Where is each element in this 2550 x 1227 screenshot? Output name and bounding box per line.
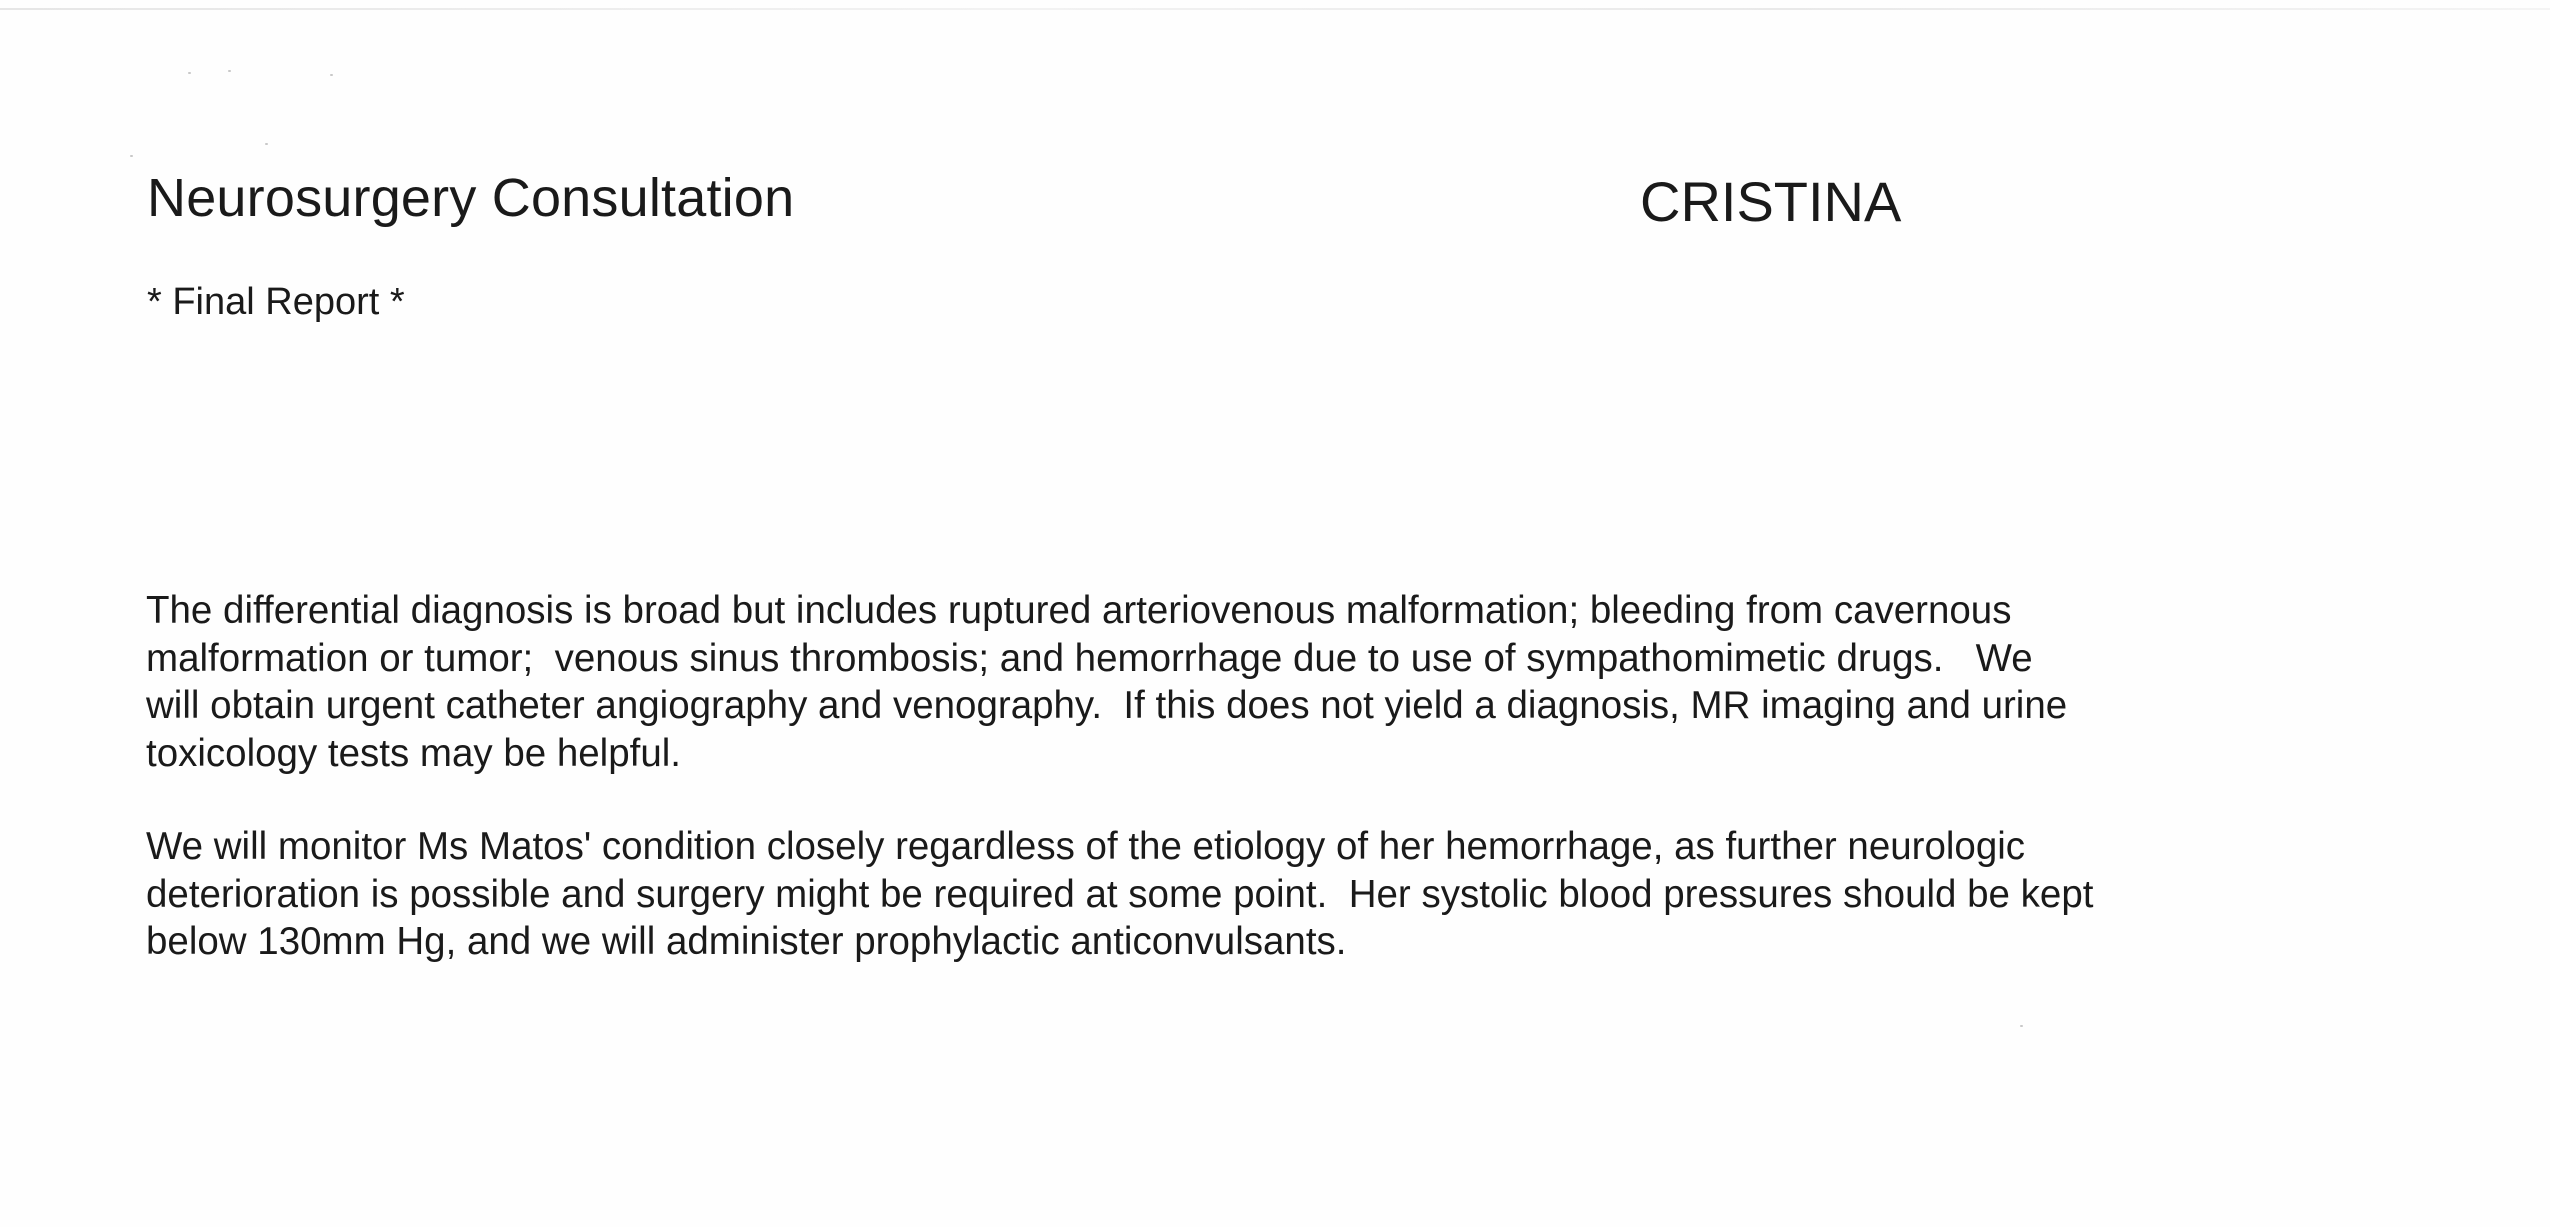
scan-speck (188, 72, 191, 74)
scan-speck (130, 155, 133, 157)
scan-speck (330, 74, 333, 76)
report-status: * Final Report * (147, 281, 405, 323)
report-title: Neurosurgery Consultation (147, 168, 795, 228)
paragraph-line: deterioration is possible and surgery might be required at some point. Her systolic blood pressures should be kept (146, 872, 2094, 916)
scan-top-edge (0, 8, 2550, 10)
paragraph-line: below 130mm Hg, and we will administer prophylactic anticonvulsants. (146, 920, 1347, 963)
scan-speck (2020, 1025, 2023, 1027)
paragraph-line: We will monitor Ms Matos' condition closely regardless of the etiology of her hemorrhage, as further neurologic (146, 825, 2026, 868)
paragraph-line: toxicology tests may be helpful. (146, 731, 681, 775)
patient-name: CRISTINA (1640, 170, 1902, 233)
paragraph-line: malformation or tumor; venous sinus thrombosis; and hemorrhage due to use of sympathomimetic drugs. We (146, 636, 2033, 680)
report-paragraph (146, 587, 2256, 777)
scan-speck (265, 143, 268, 145)
scan-speck (228, 70, 231, 72)
paragraph-line: The differential diagnosis is broad but includes ruptured arteriovenous malformation; bleeding from cavernous (146, 589, 2012, 632)
paragraph-line: will obtain urgent catheter angiography and venography. If this does not yield a diagnosis, MR imaging and urine (146, 684, 2068, 727)
report-paragraph (146, 823, 2256, 966)
